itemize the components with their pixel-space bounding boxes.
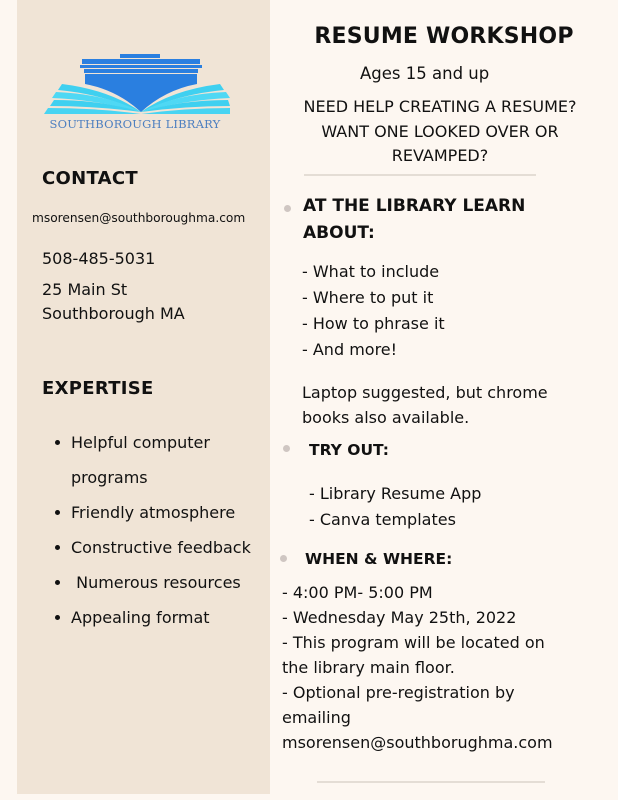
registration-email[interactable]: msorensen@southborughma.com	[282, 733, 553, 752]
section-bullet-icon	[280, 555, 287, 562]
when-where-line: - 4:00 PM- 5:00 PM	[282, 583, 433, 602]
expertise-item: Helpful computer programs	[53, 425, 263, 495]
learn-note-line2: books also available.	[302, 408, 470, 427]
contact-phone[interactable]: 508-485-5031	[42, 249, 156, 268]
divider	[317, 781, 545, 783]
when-where-line: - Wednesday May 25th, 2022	[282, 608, 517, 627]
contact-heading: CONTACT	[42, 168, 138, 189]
when-where-heading: WHEN & WHERE:	[305, 550, 453, 568]
section-bullet-icon	[283, 445, 290, 452]
expertise-list	[53, 425, 263, 635]
expertise-item: Appealing format	[53, 600, 263, 635]
when-where-line: emailing	[282, 708, 351, 727]
page-title: RESUME WORKSHOP	[314, 24, 574, 49]
open-book-icon	[40, 50, 230, 116]
when-where-line: the library main floor.	[282, 658, 455, 677]
intro-question: NEED HELP CREATING A RESUME? WANT ONE LOOKED OVER OR REVAMPED?	[303, 97, 577, 165]
contact-email[interactable]: msorensen@southboroughma.com	[32, 211, 246, 225]
try-out-heading: TRY OUT:	[309, 441, 389, 459]
expertise-item: Friendly atmosphere	[53, 495, 263, 530]
contact-address-line2: Southborough MA	[42, 304, 185, 323]
expertise-item: Numerous resources	[53, 565, 263, 600]
learn-item: - What to include	[302, 262, 440, 281]
learn-note-line1: Laptop suggested, but chrome	[302, 383, 548, 402]
try-out-item: - Canva templates	[309, 510, 456, 529]
logo-text: SOUTHBOROUGH LIBRARY	[49, 117, 221, 131]
when-where-line: - This program will be located on	[282, 633, 545, 652]
learn-heading-line2: ABOUT:	[303, 223, 375, 243]
when-where-line: - Optional pre-registration by	[282, 683, 515, 702]
expertise-heading: EXPERTISE	[42, 378, 154, 399]
learn-item: - Where to put it	[302, 288, 434, 307]
learn-heading-line1: AT THE LIBRARY LEARN	[303, 196, 526, 216]
try-out-item: - Library Resume App	[309, 484, 482, 503]
section-bullet-icon	[284, 205, 291, 212]
library-logo	[40, 50, 230, 134]
main-content	[270, 0, 618, 800]
contact-address-line1: 25 Main St	[42, 280, 128, 299]
learn-item: - How to phrase it	[302, 314, 445, 333]
learn-item: - And more!	[302, 340, 398, 359]
divider	[304, 174, 536, 176]
expertise-item: Constructive feedback	[53, 530, 263, 565]
age-range: Ages 15 and up	[360, 64, 490, 83]
